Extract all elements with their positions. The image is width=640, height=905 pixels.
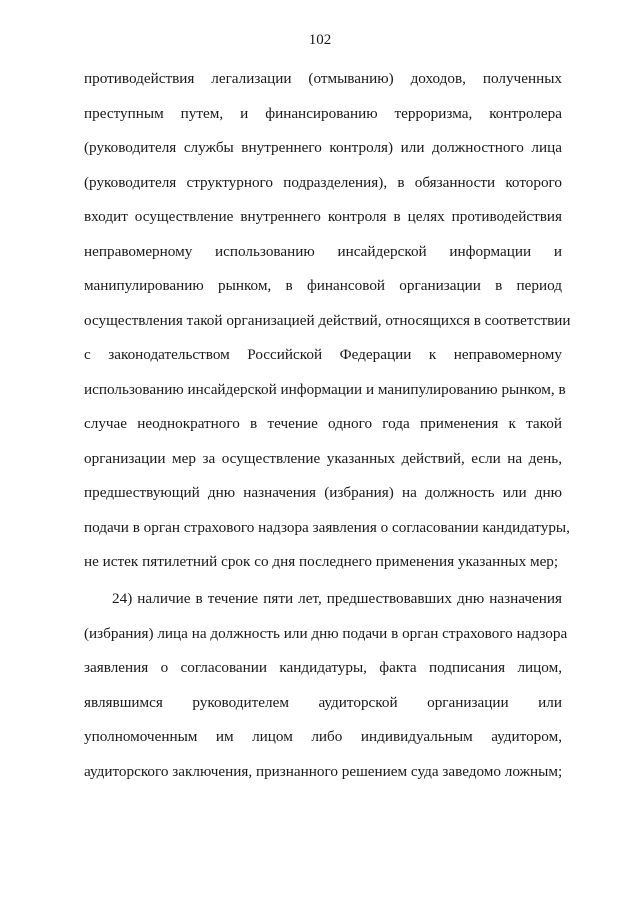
paragraph-item-24 <box>84 589 568 796</box>
text-line: (избрания) лица на должность или дню подачи в орган страхового надзора <box>84 624 568 642</box>
text-line-first: 24) наличие в течение пяти лет, предшествовавших дню назначения <box>112 590 562 607</box>
text-line: (руководителя структурного подразделения), в обязанности которого <box>84 173 562 191</box>
text-line: с законодательством Российской Федерации к неправомерному <box>84 346 562 363</box>
text-line: являвшимся руководителем аудиторской организации или <box>84 693 562 711</box>
text-line: предшествующий дню назначения (избрания) на должность или дню <box>84 484 562 501</box>
text-line: уполномоченным им лицом либо индивидуальным аудитором, <box>84 728 562 745</box>
text-line: манипулированию рынком, в финансовой организации в период <box>84 277 562 294</box>
text-line-last: не истек пятилетний срок со дня последнего применения указанных мер; <box>84 553 559 570</box>
text-line: (руководителя службы внутреннего контроля) или должностного лица <box>84 139 562 156</box>
paragraph-continuation <box>84 69 571 587</box>
text-line: случае неоднократного в течение одного года применения к такой <box>84 415 562 432</box>
text-line: подачи в орган страхового надзора заявления о согласовании кандидатуры, <box>84 518 570 536</box>
text-line: входит осуществление внутреннего контроля в целях противодействия <box>84 208 562 225</box>
text-line-last: аудиторского заключения, признанного решением суда заведомо ложным; <box>84 762 563 780</box>
text-line: использованию инсайдерской информации и манипулированию рынком, в <box>84 380 566 398</box>
text-line: неправомерному использованию инсайдерской информации и <box>84 242 562 260</box>
page-number: 102 <box>308 32 332 48</box>
text-line: организации мер за осуществление указанных действий, если на день, <box>84 449 562 467</box>
text-line: противодействия легализации (отмыванию) доходов, полученных <box>84 70 562 87</box>
text-line: преступным путем, и финансированию терроризма, контролера <box>84 104 562 122</box>
text-line: заявления о согласовании кандидатуры, факта подписания лицом, <box>84 659 562 676</box>
text-line: осуществления такой организацией действий, относящихся в соответствии <box>84 311 571 329</box>
